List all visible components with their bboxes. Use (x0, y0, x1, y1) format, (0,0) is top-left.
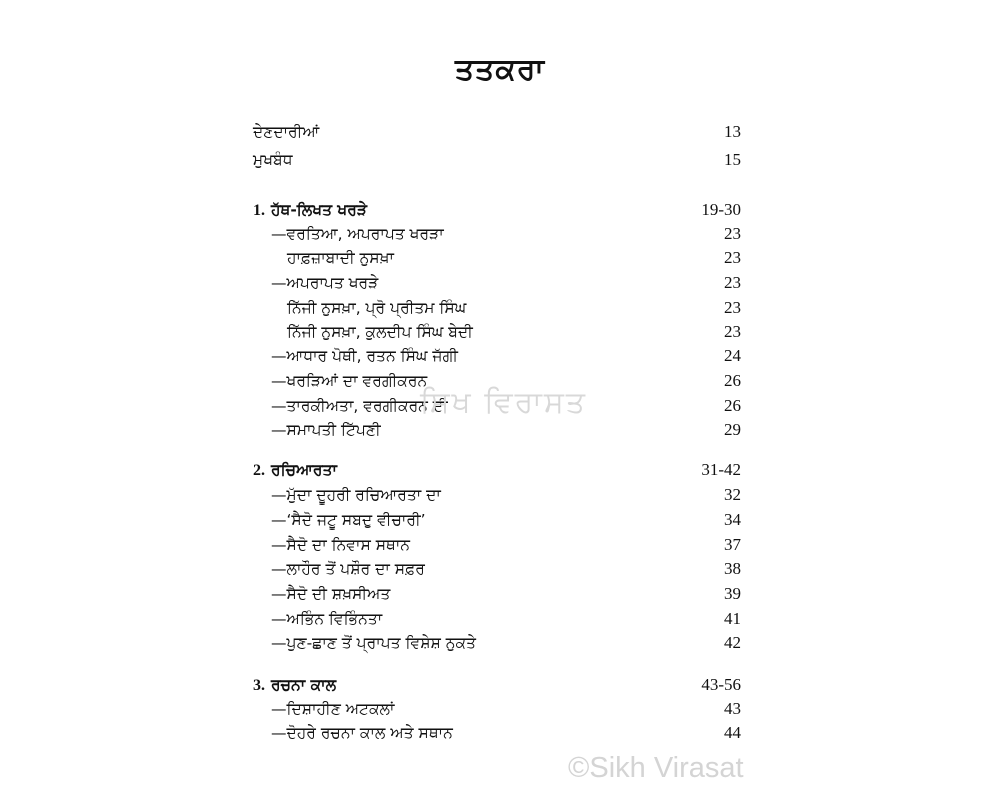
toc-item-label: —ਆਧਾਰ ਪੋਥੀ, ਰਤਨ ਸਿੰਘ ਜੱਗੀ (271, 347, 458, 365)
toc-page-number: 37 (724, 535, 741, 554)
watermark-center: ਸਿਖ ਵਿਰਾਸਤ (420, 385, 587, 420)
toc-chapter-2 (253, 458, 741, 482)
toc-page-number: 23 (724, 322, 741, 341)
toc-item (253, 607, 741, 631)
chapter-title: ਰਚਿਆਰਤਾ (271, 461, 337, 479)
toc-item-label: ਹਾਫ਼ਜ਼ਾਬਾਦੀ ਨੁਸਖ਼ਾ (287, 249, 394, 267)
toc-item-label: ਨਿੱਜੀ ਨੁਸਖ਼ਾ, ਪ੍ਰੋ ਪ੍ਰੀਤਮ ਸਿੰਘ (287, 299, 467, 317)
toc-page-number: 44 (724, 723, 741, 742)
toc-entry-label: ਦੇਣਦਾਰੀਆਂ (253, 123, 320, 141)
toc-item-label: —‘ਸੈਦੋ ਜਟੂ ਸਬਦੁ ਵੀਚਾਰੀ’ (271, 511, 426, 529)
toc-page-number: 29 (724, 420, 741, 439)
toc-item (253, 582, 741, 606)
toc-item-label: —ਵਰਤਿਆ, ਅਪਰਾਪਤ ਖਰੜਾ (271, 225, 444, 243)
toc-item (253, 271, 741, 295)
toc-page-number: 42 (724, 633, 741, 652)
toc-item (253, 222, 741, 246)
toc-item-label: —ਦੋਹਰੇ ਰਚਨਾ ਕਾਲ ਅਤੇ ਸਥਾਨ (271, 724, 453, 742)
chapter-number: 3. (253, 677, 265, 694)
toc-item-label: —ਪੁਣ-ਛਾਣ ਤੋਂ ਪ੍ਰਾਪਤ ਵਿਸ਼ੇਸ਼ ਨੁਕਤੇ (271, 634, 476, 652)
chapter-page-range: 43-56 (701, 675, 741, 694)
toc-item (253, 418, 741, 442)
toc-page-number: 13 (724, 122, 741, 141)
toc-item (253, 483, 741, 507)
copyright-watermark: ©Sikh Virasat (568, 752, 744, 784)
chapter-number: 2. (253, 462, 265, 479)
toc-page-number: 41 (724, 609, 741, 628)
toc-item (253, 697, 741, 721)
toc-page-number: 32 (724, 485, 741, 504)
toc-page-number: 34 (724, 510, 741, 529)
toc-page-number: 38 (724, 559, 741, 578)
toc-page-number: 15 (724, 150, 741, 169)
toc-page-number: 24 (724, 346, 741, 365)
toc-entry-preface (253, 148, 741, 172)
toc-item (253, 557, 741, 581)
toc-item-label: —ਅਭਿੰਨ ਵਿਭਿੰਨਤਾ (271, 610, 383, 628)
chapter-number: 1. (253, 202, 265, 219)
toc-item (253, 344, 741, 368)
toc-page-number: 23 (724, 298, 741, 317)
toc-item-label: —ਅਪਰਾਪਤ ਖਰੜੇ (271, 274, 379, 292)
toc-page-number: 43 (724, 699, 741, 718)
toc-item-label: —ਖਰੜਿਆਂ ਦਾ ਵਰਗੀਕਰਨ (271, 372, 428, 390)
toc-entry-acknowledgements (253, 120, 741, 144)
chapter-page-range: 19-30 (701, 200, 741, 219)
page-title: ਤਤਕਰਾ (454, 52, 546, 87)
chapter-title: ਹੱਥ-ਲਿਖਤ ਖਰੜੇ (271, 201, 367, 219)
toc-item-label: ਨਿੱਜੀ ਨੁਸਖ਼ਾ, ਕੁਲਦੀਪ ਸਿੰਘ ਬੇਦੀ (287, 323, 473, 341)
toc-page-number: 26 (724, 396, 741, 415)
toc-item (253, 320, 741, 344)
toc-item-label: —ਲਾਹੌਰ ਤੋਂ ਪਸ਼ੌਰ ਦਾ ਸਫ਼ਰ (271, 560, 425, 578)
toc-chapter-1 (253, 198, 741, 222)
toc-chapter-3 (253, 673, 741, 697)
toc-item (253, 508, 741, 532)
toc-page-number: 39 (724, 584, 741, 603)
chapter-title: ਰਚਨਾ ਕਾਲ (271, 676, 337, 694)
toc-item (253, 631, 741, 655)
toc-item (253, 296, 741, 320)
chapter-page-range: 31-42 (701, 460, 741, 479)
toc-page-number: 23 (724, 224, 741, 243)
toc-item (253, 721, 741, 745)
toc-item-label: —ਤਾਰਕੀਅਤਾ, ਵਰਗੀਕਰਨ ਦੀ (271, 397, 448, 415)
toc-entry-label: ਮੁਖਬੰਧ (253, 151, 293, 169)
toc-item-label: —ਸਮਾਪਤੀ ਟਿੱਪਣੀ (271, 421, 381, 439)
toc-item (253, 533, 741, 557)
toc-item-label: —ਦਿਸ਼ਾਹੀਣ ਅਟਕਲਾਂ (271, 700, 395, 718)
toc-page-number: 23 (724, 248, 741, 267)
toc-item-label: —ਸੈਦੋ ਦਾ ਨਿਵਾਸ ਸਥਾਨ (271, 536, 410, 554)
toc-page-number: 26 (724, 371, 741, 390)
toc-item-label: —ਸੈਦੋ ਦੀ ਸ਼ਖ਼ਸੀਅਤ (271, 585, 391, 603)
toc-page-number: 23 (724, 273, 741, 292)
toc-item-label: —ਮੁੱਦਾ ਦੂਹਰੀ ਰਚਿਆਰਤਾ ਦਾ (271, 486, 441, 504)
toc-item (253, 246, 741, 270)
